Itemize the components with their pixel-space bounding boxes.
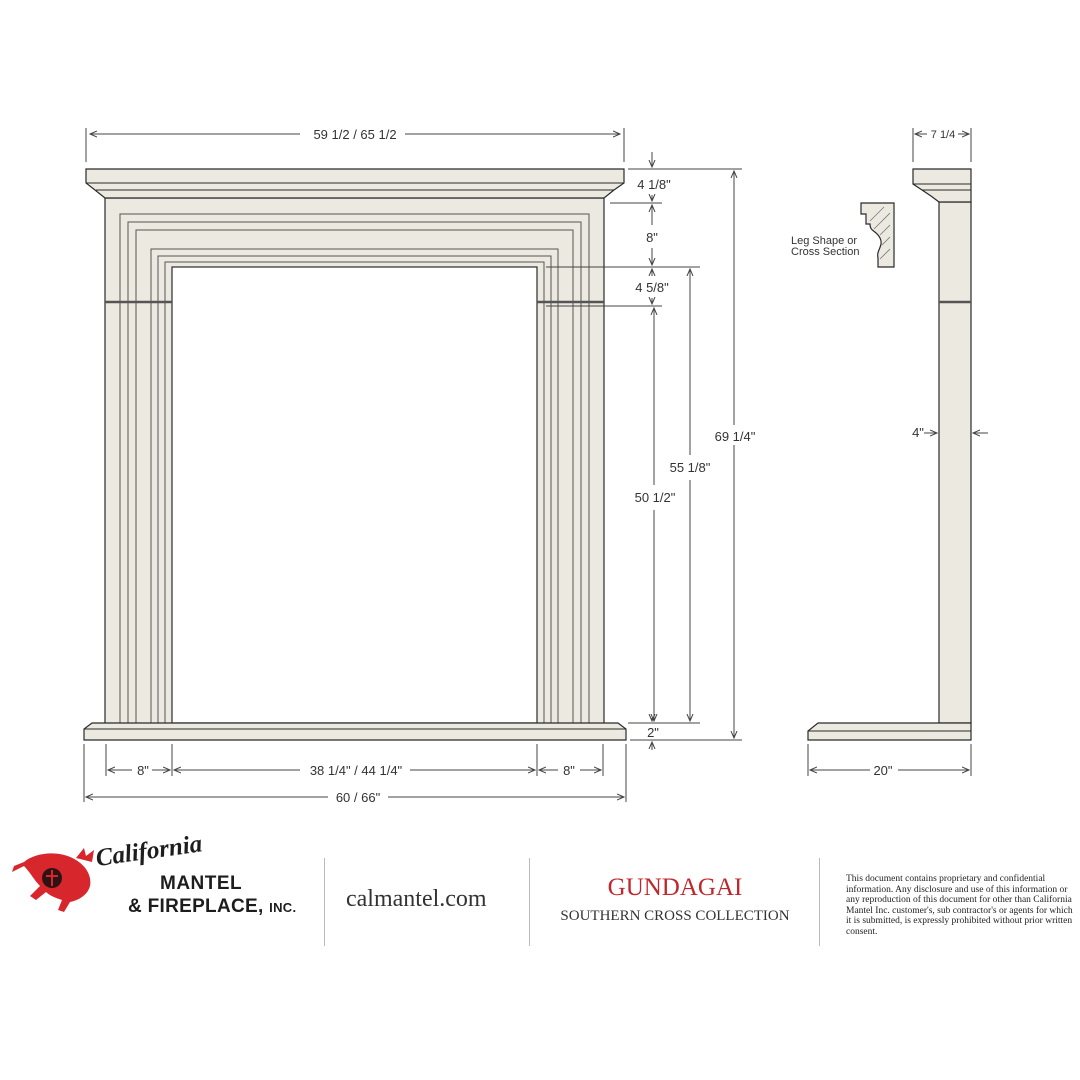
footer-divider-2: [529, 858, 530, 946]
brand-name-mantel: MANTEL: [160, 873, 243, 894]
firebox-opening: [172, 267, 537, 723]
dim-leg-width-right: 8": [563, 763, 575, 778]
model-name: GUNDAGAI: [607, 874, 743, 901]
brand-fireplace-text: & FIREPLACE,: [128, 896, 264, 917]
legal-notice: This document contains proprietary and confidential information. Any disclosure and use of this information or any reproduction of this document for other than California Mantel Inc. customer's, sub contractor's or agents for which it is submitted, is expressly prohibited without prior written consent.: [846, 874, 1073, 937]
side-view: [808, 128, 988, 778]
dim-depth-top: 7 1/4: [930, 129, 956, 141]
base-plinth: [84, 723, 626, 740]
dim-top-width: 59 1/2 / 65 1/2: [313, 127, 397, 142]
dim-base-depth: 20": [873, 763, 893, 778]
website-link[interactable]: calmantel.com: [346, 886, 487, 912]
dim-band-height: 4 5/8": [635, 280, 669, 295]
brand-inc-text: INC.: [269, 900, 297, 915]
dim-opening-width: 38 1/4" / 44 1/4": [309, 763, 403, 778]
collection-name: SOUTHERN CROSS COLLECTION: [560, 908, 790, 924]
cross-section-view: [791, 203, 894, 267]
side-leg: [939, 202, 971, 723]
dim-total-height: 69 1/4": [714, 429, 756, 444]
leg-shape-label-line1: Leg Shape or: [791, 235, 858, 247]
footer-divider-3: [819, 858, 820, 946]
side-shelf: [913, 169, 971, 202]
kangaroo-logo-icon: [12, 848, 94, 912]
leg-shape-label-line2: Cross Section: [791, 246, 860, 258]
cross-section-profile: [861, 203, 894, 267]
brand-name-script: California: [94, 830, 204, 873]
dim-base-height: 2": [647, 725, 659, 740]
dim-opening-height-outer: 55 1/8": [669, 460, 711, 475]
front-view: [84, 169, 626, 740]
dim-opening-height: 50 1/2": [634, 490, 676, 505]
dim-mantel-height: 4 1/8": [637, 177, 671, 192]
footer-divider-1: [324, 858, 325, 946]
dim-leg-depth: 4": [912, 425, 924, 440]
dim-base-width: 60 / 66": [335, 790, 381, 805]
dim-leg-width-left: 8": [137, 763, 149, 778]
brand-name-fireplace: [128, 896, 296, 918]
dim-frieze-height: 8": [646, 230, 658, 245]
